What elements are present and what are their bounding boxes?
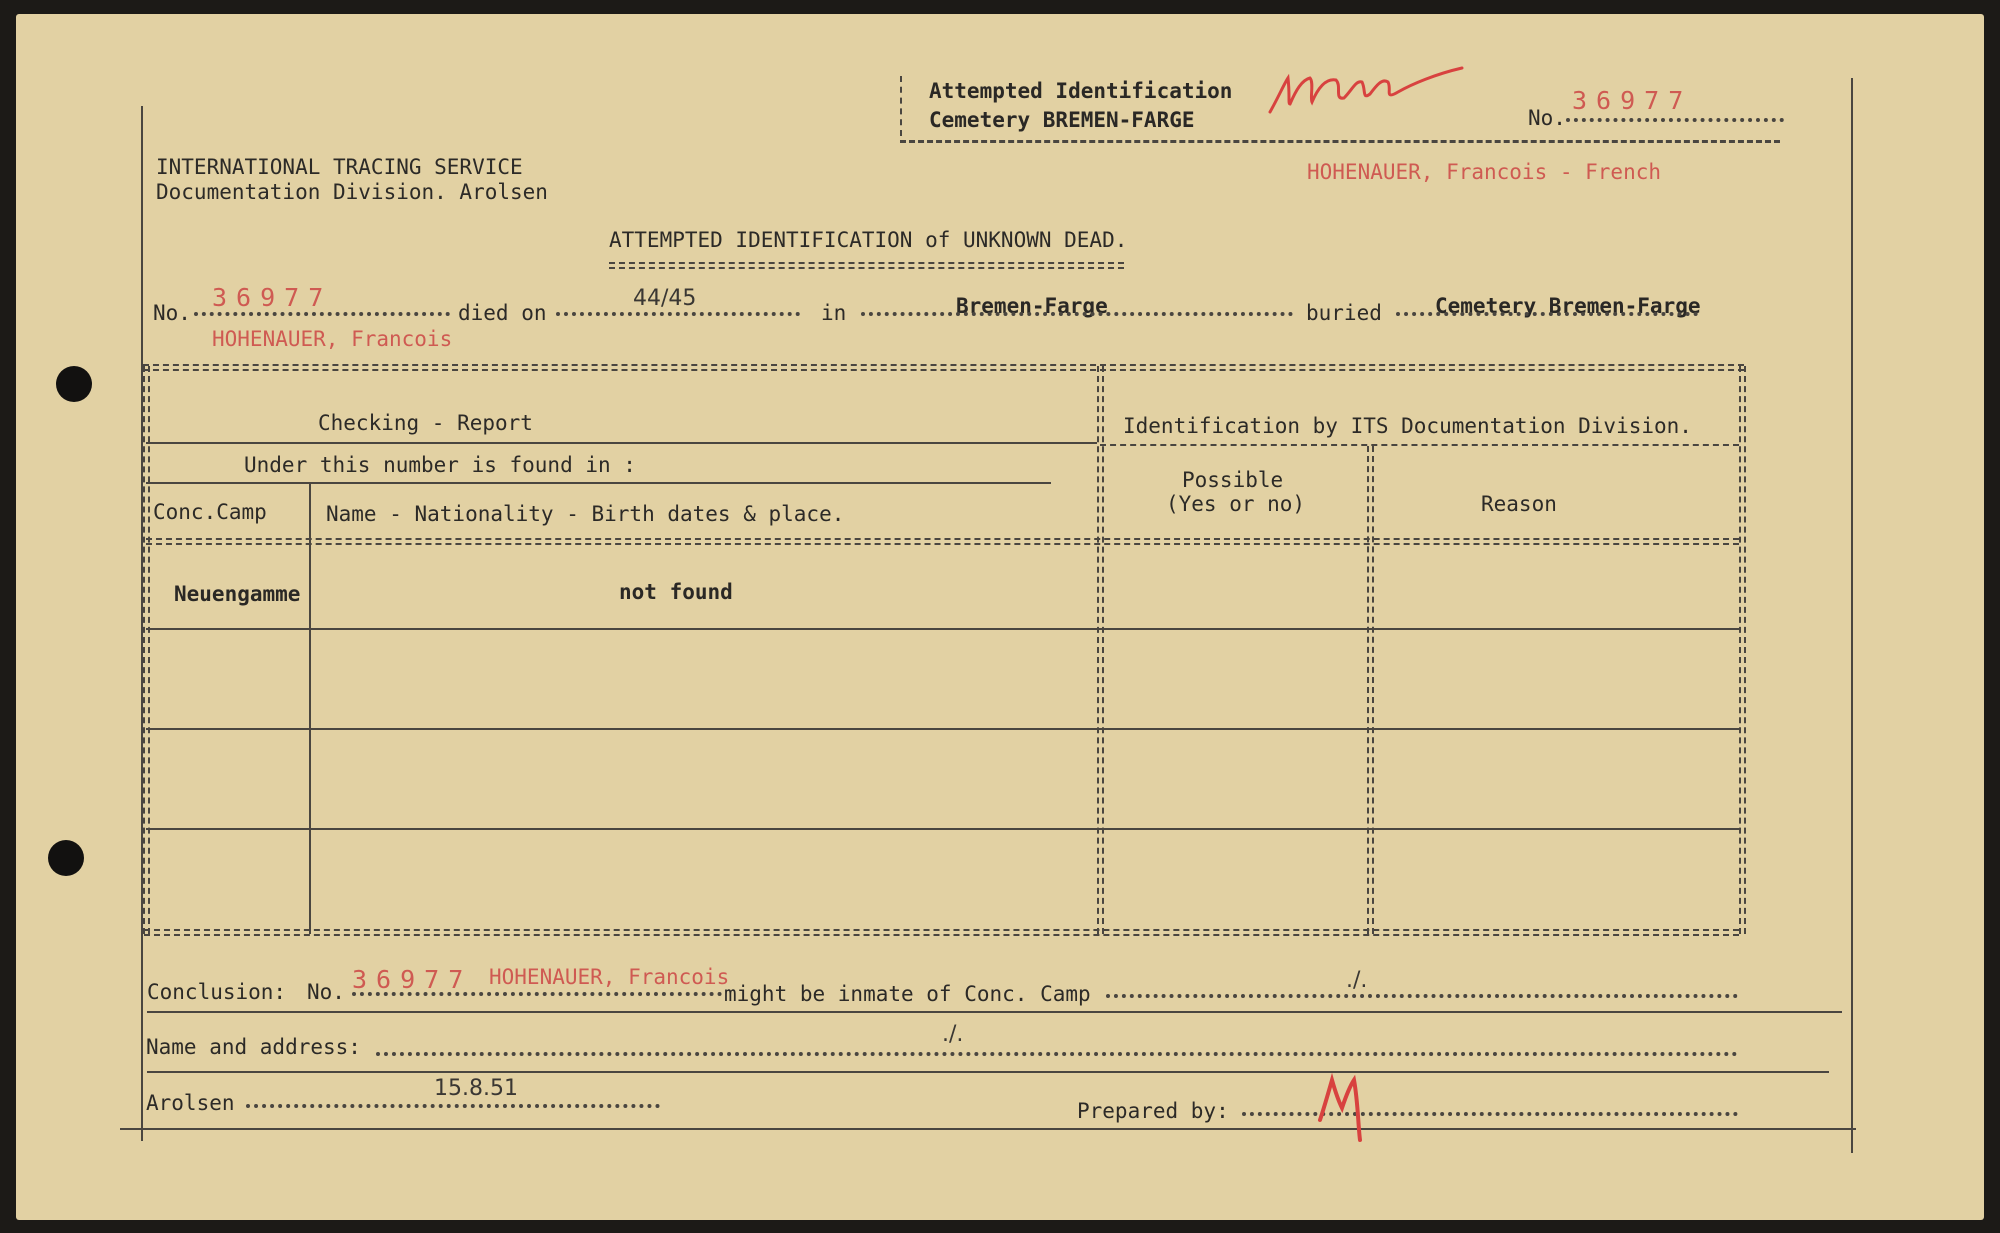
died-value: 44/45: [633, 286, 697, 311]
title-underline: [609, 262, 1124, 269]
table-bottom-border: [144, 929, 1739, 936]
died-dots: [556, 312, 800, 316]
table-top-border: [143, 364, 1744, 371]
table-right-border: [1739, 366, 1746, 934]
table-left-border: [143, 366, 150, 934]
record-no-dots: [194, 312, 450, 316]
org-line-2: Documentation Division. Arolsen: [156, 180, 548, 204]
prepared-by-label: Prepared by:: [1077, 1099, 1229, 1123]
place-value: Bremen-Farge: [956, 294, 1108, 318]
conclusion-value: ./.: [1346, 968, 1368, 993]
column-header-possible-sub: (Yes or no): [1166, 492, 1306, 516]
under-number-text: Under this number is found in :: [244, 453, 636, 477]
record-name: HOHENAUER, Francois: [212, 327, 453, 351]
name-address-label: Name and address:: [146, 1035, 361, 1059]
form-title: ATTEMPTED IDENTIFICATION of UNKNOWN DEAD.: [609, 228, 1128, 252]
conclusion-no-dots: [352, 992, 722, 996]
column-header-reason: Reason: [1481, 492, 1557, 516]
table-middle-divider: [1097, 366, 1104, 934]
bottom-frame-line: [120, 1128, 1856, 1130]
left-header-rule: [146, 442, 1097, 444]
header-no-label: No.: [1528, 106, 1566, 130]
row-rule-1: [146, 628, 1739, 630]
buried-dots: [1396, 312, 1698, 316]
in-label: in: [821, 301, 847, 325]
conclusion-middle-text: might be inmate of Conc. Camp: [724, 982, 1091, 1006]
column-header-camp: Conc.Camp: [153, 500, 267, 524]
conclusion-camp-dots: [1106, 994, 1738, 998]
stamp-underline: [900, 140, 1780, 143]
name-address-value: ./.: [942, 1022, 964, 1047]
record-no-label: No.: [153, 301, 191, 325]
conclusion-name: HOHENAUER, Francois: [489, 965, 730, 989]
name-address-rule: [147, 1071, 1829, 1073]
org-line-1: INTERNATIONAL TRACING SERVICE: [156, 155, 523, 179]
possible-reason-divider: [1367, 446, 1374, 934]
footer-place: Arolsen: [146, 1091, 235, 1115]
column-header-name: Name - Nationality - Birth dates & place.: [326, 502, 845, 526]
row-1-camp: Neuengamme: [174, 582, 301, 606]
handwritten-none-mark: [1266, 60, 1466, 120]
checking-report-heading: Checking - Report: [318, 411, 533, 435]
identification-heading: Identification by ITS Documentation Division.: [1123, 414, 1692, 438]
footer-date: 15.8.51: [434, 1076, 518, 1101]
right-header-rule: [1100, 444, 1739, 446]
column-header-possible: Possible: [1182, 468, 1284, 492]
stamp-line-1: Attempted Identification: [929, 79, 1233, 103]
name-address-dots: [376, 1052, 1738, 1056]
footer-date-dots: [246, 1104, 660, 1108]
conclusion-label: Conclusion:: [147, 980, 287, 1004]
header-no-value: 36977: [1572, 86, 1693, 115]
stamp-line-2: Cemetery BREMEN-FARGE: [929, 108, 1195, 132]
died-label: died on: [458, 301, 547, 325]
conclusion-rule: [147, 1011, 1842, 1013]
row-1-name: not found: [619, 580, 733, 604]
initial-signature: [1314, 1074, 1374, 1144]
index-card: [16, 14, 1984, 1220]
row-rule-3: [146, 828, 1739, 830]
row-rule-2: [146, 728, 1739, 730]
conclusion-no-value: 36977: [352, 965, 473, 994]
record-no-value: 36977: [212, 283, 333, 312]
punch-hole-top: [56, 366, 92, 402]
buried-label: buried: [1306, 301, 1382, 325]
person-header: HOHENAUER, Francois - French: [1307, 160, 1662, 184]
stamp-bracket: [900, 76, 902, 136]
under-number-rule: [146, 482, 1051, 484]
column-header-bottom-rule: [146, 538, 1739, 545]
buried-value: Cemetery Bremen-Farge: [1435, 294, 1701, 318]
conclusion-no-label: No.: [307, 980, 345, 1004]
punch-hole-bottom: [48, 840, 84, 876]
camp-column-divider: [309, 484, 311, 934]
place-dots: [861, 312, 1293, 316]
right-frame-line: [1851, 78, 1853, 1153]
header-no-dots: [1566, 118, 1784, 122]
